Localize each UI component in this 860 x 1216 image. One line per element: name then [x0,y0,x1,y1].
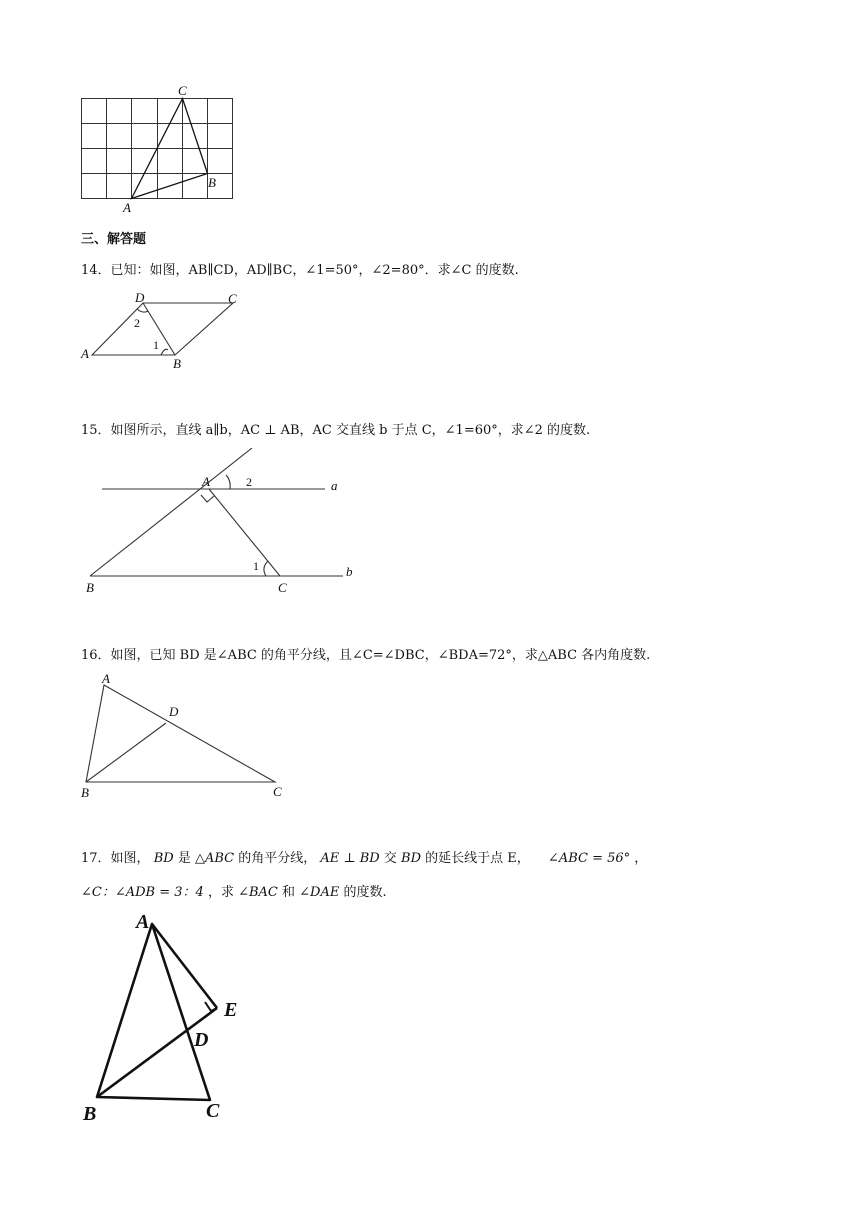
q15-label-b-point: B [86,580,94,595]
q17-math-ratio: ∠C：∠ADB = 3：4 [81,885,204,900]
q17-text-part: 和 [282,885,300,900]
q15-angle-2: 2 [246,475,252,489]
q16-label-a: A [102,671,110,686]
q14-label-b: B [173,356,181,371]
question-16-text: 16．如图，已知 BD 是∠ABC 的角平分线，且∠C=∠DBC，∠BDA=72°，求△ABC 各内角度数. [81,648,651,663]
q17-math-triangle-abc: △ABC [194,851,235,866]
question-14-text: 14．已知：如图，AB∥CD，AD∥BC，∠1=50°，∠2=80°．求∠C 的度数. [81,263,519,278]
q16-label-b: B [81,785,89,800]
right-angle-mark [201,495,214,502]
segment-ae [152,924,217,1008]
q14-angle-1: 1 [153,338,159,352]
q14-label-a: A [81,346,89,361]
bisector-bd [86,723,166,782]
question-14-figure [75,288,250,373]
q15-label-line-a: a [331,478,338,493]
q17-text-part: 是 [177,851,195,866]
segment-bde [97,1008,217,1097]
q15-label-c-point: C [278,580,287,595]
triangle-abc [97,924,210,1100]
q14-angle-2: 2 [134,316,140,330]
question-17-line-1 [81,847,647,866]
q16-label-d: D [169,704,179,719]
q17-math-bd: BD [153,851,174,866]
q17-label-e: E [224,999,238,1021]
question-15-figure [80,448,370,596]
triangle-abc [86,685,275,782]
q17-math-bd-2: BD [401,851,422,866]
q17-math-angle-dae: ∠DAE [299,885,340,900]
q15-label-line-b: b [346,564,353,579]
q14-label-c: C [228,291,237,306]
q17-text-part: ，求 [207,885,239,900]
angle-arc-1 [264,561,268,576]
q17-text-part: 17．如图， [81,851,150,866]
q15-label-a-point: A [202,474,210,489]
q17-text-part: 交 [383,851,402,866]
q17-label-a: A [136,911,150,933]
q17-math-ae-perp-bd: AE ⊥ BD [320,851,380,866]
q17-math-angle-abc: ∠ABC = 56° [547,851,631,866]
q14-label-d: D [135,290,145,305]
angle-arc-2 [226,475,230,489]
parallelogram-abcd [92,303,233,355]
question-16-figure [75,670,295,805]
grid-label-b: B [208,175,216,190]
grid-figure [70,80,250,220]
grid-label-c: C [178,83,187,98]
section-title: 三、解答题 [81,232,147,247]
q15-angle-1: 1 [253,559,259,573]
question-15-text: 15．如图所示，直线 a∥b，AC ⊥ AB，AC 交直线 b 于点 C，∠1=60°，求∠2 的度数. [81,423,591,438]
q17-text-part: 的延长线于点 E， [425,851,530,866]
q17-text-part: ， [634,851,648,866]
segment-ac [209,489,280,576]
q16-label-c: C [273,784,282,799]
q17-label-c: C [206,1100,220,1122]
q17-label-d: D [194,1029,209,1051]
q17-text-part: 的度数. [343,885,387,900]
question-17-figure [80,910,260,1125]
angle-arc-1 [161,349,168,355]
grid-label-a: A [123,200,131,215]
q17-label-b: B [83,1103,97,1125]
question-17-line-2 [81,881,387,900]
q17-text-part: 的角平分线， [238,851,317,866]
q17-math-angle-bac: ∠BAC [238,885,278,900]
